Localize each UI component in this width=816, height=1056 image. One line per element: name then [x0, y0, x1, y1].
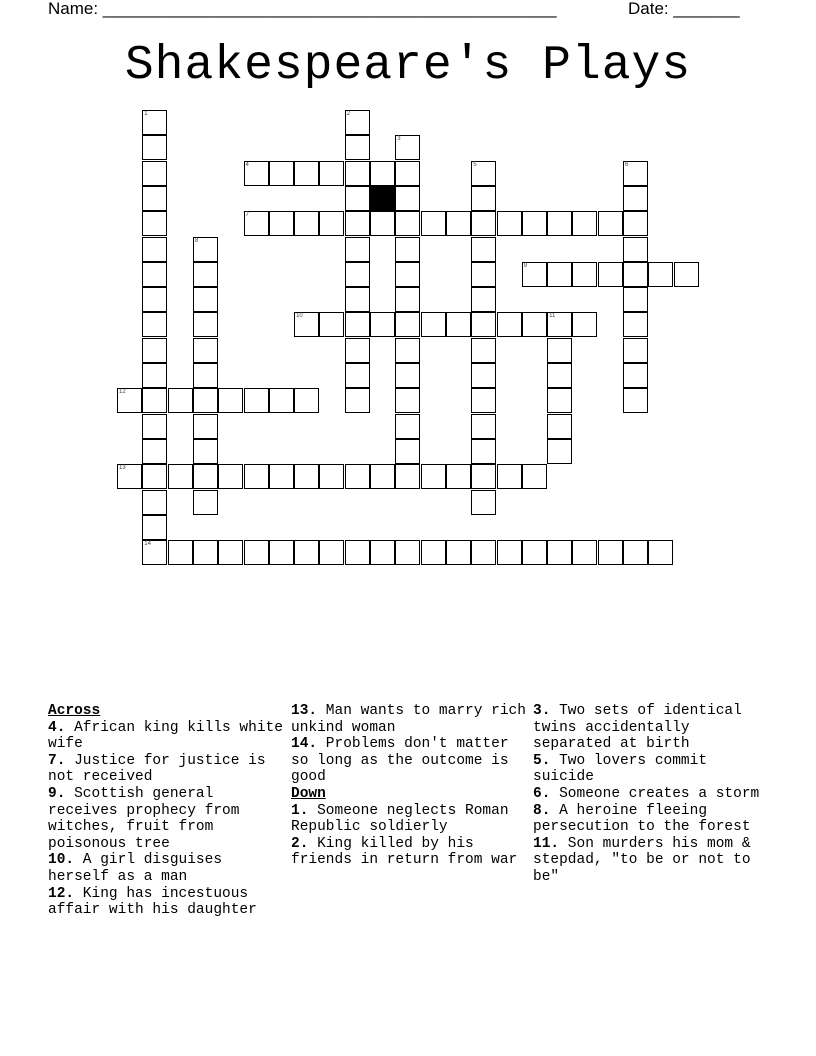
- grid-cell[interactable]: [497, 464, 522, 489]
- grid-cell[interactable]: [319, 540, 344, 565]
- clue-item-number: 7.: [48, 752, 66, 769]
- grid-cell[interactable]: [244, 161, 269, 186]
- grid-cell[interactable]: [395, 186, 420, 211]
- grid-cell[interactable]: [218, 388, 243, 413]
- clue-item-text: Son murders his mom & stepdad, "to be or not to be": [533, 835, 751, 885]
- grid-cell[interactable]: [319, 161, 344, 186]
- grid-cell[interactable]: [623, 312, 648, 337]
- grid-cell[interactable]: [345, 540, 370, 565]
- down-clue-list-continued: [533, 703, 769, 886]
- clue-item: [291, 703, 527, 736]
- clue-item-number: 13.: [291, 703, 318, 719]
- grid-cell[interactable]: [244, 388, 269, 413]
- grid-cell[interactable]: [142, 338, 167, 363]
- grid-cell[interactable]: [345, 464, 370, 489]
- clue-item: [533, 803, 769, 836]
- grid-cell[interactable]: [547, 338, 572, 363]
- clue-item: [291, 803, 527, 836]
- grid-cell[interactable]: [446, 540, 471, 565]
- grid-cell[interactable]: [142, 414, 167, 439]
- grid-cell[interactable]: [142, 211, 167, 236]
- clue-item: [48, 886, 284, 919]
- grid-cell[interactable]: [547, 211, 572, 236]
- grid-cell[interactable]: [623, 211, 648, 236]
- grid-cell[interactable]: [193, 388, 218, 413]
- grid-cell[interactable]: [395, 135, 420, 160]
- clue-number: 7: [245, 212, 249, 219]
- grid-cell[interactable]: [370, 161, 395, 186]
- clue-item-number: 12.: [48, 885, 75, 902]
- grid-cell[interactable]: [421, 211, 446, 236]
- grid-cell[interactable]: [623, 363, 648, 388]
- grid-cell[interactable]: [395, 211, 420, 236]
- clue-number: 14: [144, 541, 151, 548]
- grid-cell[interactable]: [345, 338, 370, 363]
- clue-item-number: 3.: [533, 703, 551, 719]
- grid-cell[interactable]: [522, 464, 547, 489]
- clue-item-text: King has incestuous affair with his daughter: [48, 885, 257, 919]
- grid-cell[interactable]: [547, 262, 572, 287]
- grid-cell[interactable]: [193, 490, 218, 515]
- grid-cell[interactable]: [471, 388, 496, 413]
- clue-item-number: 5.: [533, 752, 551, 769]
- clue-item-number: 6.: [533, 785, 551, 802]
- grid-cell[interactable]: [142, 540, 167, 565]
- clue-item: [533, 836, 769, 886]
- grid-cell[interactable]: [395, 287, 420, 312]
- clue-number: 11: [549, 313, 556, 320]
- grid-cell[interactable]: [395, 388, 420, 413]
- grid-cell[interactable]: [294, 464, 319, 489]
- grid-cell[interactable]: [395, 237, 420, 262]
- grid-cell[interactable]: [294, 388, 319, 413]
- clue-item: [533, 753, 769, 786]
- grid-cell[interactable]: [269, 464, 294, 489]
- grid-cell[interactable]: [142, 515, 167, 540]
- grid-cell[interactable]: [142, 186, 167, 211]
- grid-cell[interactable]: [269, 211, 294, 236]
- grid-cell[interactable]: [168, 540, 193, 565]
- clue-item-text: A heroine fleeing persecution to the forest: [533, 802, 751, 836]
- grid-cell[interactable]: [623, 287, 648, 312]
- clue-item-number: 8.: [533, 802, 551, 819]
- grid-cell[interactable]: [547, 414, 572, 439]
- grid-cell[interactable]: [623, 186, 648, 211]
- clues-column-2: [291, 703, 527, 869]
- grid-cell[interactable]: [269, 161, 294, 186]
- grid-cell[interactable]: [193, 540, 218, 565]
- clue-item-text: Two sets of identical twins accidentally separated at birth: [533, 703, 742, 753]
- grid-cell[interactable]: [370, 540, 395, 565]
- grid-cell[interactable]: [294, 161, 319, 186]
- grid-cell[interactable]: [395, 161, 420, 186]
- grid-cell[interactable]: [218, 540, 243, 565]
- grid-cell[interactable]: [193, 464, 218, 489]
- grid-cell[interactable]: [446, 211, 471, 236]
- grid-cell[interactable]: [471, 363, 496, 388]
- clue-item: [291, 736, 527, 786]
- grid-cell[interactable]: [471, 161, 496, 186]
- grid-cell[interactable]: [117, 464, 142, 489]
- grid-cell[interactable]: [319, 464, 344, 489]
- clue-item-text: Problems don't matter so long as the outcome is good: [291, 736, 509, 786]
- grid-cell[interactable]: [142, 287, 167, 312]
- grid-cell[interactable]: [142, 464, 167, 489]
- clue-item-number: 9.: [48, 785, 66, 802]
- clue-item-number: 11.: [533, 835, 560, 852]
- grid-cell[interactable]: [446, 312, 471, 337]
- grid-cell[interactable]: [142, 262, 167, 287]
- clue-item: [291, 836, 527, 869]
- grid-cell[interactable]: [623, 161, 648, 186]
- clue-item-text: Scottish general receives prophecy from witches, fruit from poisonous tree: [48, 785, 240, 852]
- grid-cell[interactable]: [522, 540, 547, 565]
- clue-number: 4: [245, 161, 249, 168]
- grid-cell[interactable]: [623, 262, 648, 287]
- grid-cell[interactable]: [395, 262, 420, 287]
- grid-cell[interactable]: [471, 464, 496, 489]
- clues-column-1: [48, 703, 284, 919]
- grid-cell[interactable]: [522, 211, 547, 236]
- clue-item-number: 1.: [291, 802, 309, 819]
- grid-cell[interactable]: [522, 312, 547, 337]
- grid-cell[interactable]: [218, 464, 243, 489]
- grid-cell[interactable]: [471, 540, 496, 565]
- grid-cell[interactable]: [319, 312, 344, 337]
- grid-cell[interactable]: [497, 211, 522, 236]
- grid-cell[interactable]: [244, 540, 269, 565]
- clue-number: 8: [194, 237, 199, 244]
- grid-cell[interactable]: [674, 262, 699, 287]
- grid-cell[interactable]: [269, 388, 294, 413]
- clue-number: 2: [346, 111, 351, 117]
- grid-cell[interactable]: [471, 490, 496, 515]
- grid-cell[interactable]: [395, 312, 420, 337]
- grid-cell[interactable]: [471, 237, 496, 262]
- grid-cell[interactable]: [623, 540, 648, 565]
- grid-cell[interactable]: [623, 338, 648, 363]
- clue-item: [533, 786, 769, 803]
- grid-cell[interactable]: [193, 439, 218, 464]
- grid-cell[interactable]: [648, 262, 673, 287]
- grid-cell[interactable]: [345, 186, 370, 211]
- clue-item-text: Two lovers commit suicide: [533, 752, 708, 786]
- grid-cell[interactable]: [370, 211, 395, 236]
- across-heading: Across: [48, 703, 101, 719]
- grid-cell[interactable]: [345, 237, 370, 262]
- clue-item-text: Man wants to marry rich unkind woman: [291, 703, 526, 736]
- clue-item: [48, 753, 284, 786]
- grid-cell[interactable]: [471, 211, 496, 236]
- grid-cell[interactable]: [345, 211, 370, 236]
- clue-number: 13: [119, 465, 126, 472]
- grid-cell[interactable]: [244, 211, 269, 236]
- clue-item-number: 14.: [291, 736, 318, 753]
- grid-cell[interactable]: [345, 110, 370, 135]
- grid-cell[interactable]: [471, 414, 496, 439]
- clue-item: [48, 786, 284, 852]
- grid-cell[interactable]: [168, 464, 193, 489]
- grid-cell[interactable]: [395, 414, 420, 439]
- grid-cell[interactable]: [142, 490, 167, 515]
- grid-cell[interactable]: [345, 135, 370, 160]
- grid-cell[interactable]: [471, 262, 496, 287]
- grid-cell[interactable]: [193, 414, 218, 439]
- clue-item-number: 2.: [291, 835, 309, 852]
- grid-cell[interactable]: [117, 388, 142, 413]
- clue-item: [48, 720, 284, 753]
- grid-cell[interactable]: [395, 540, 420, 565]
- grid-cell[interactable]: [421, 540, 446, 565]
- grid-cell[interactable]: [193, 287, 218, 312]
- clue-item-number: 10.: [48, 852, 75, 869]
- grid-cell[interactable]: [168, 388, 193, 413]
- grid-cell[interactable]: [623, 237, 648, 262]
- clue-number: 10: [296, 313, 303, 320]
- grid-cell[interactable]: [572, 540, 597, 565]
- clue-item: [48, 852, 284, 885]
- grid-cell[interactable]: [294, 312, 319, 337]
- grid-cell[interactable]: [572, 262, 597, 287]
- grid-cell[interactable]: [345, 262, 370, 287]
- grid-cell[interactable]: [142, 110, 167, 135]
- grid-cell[interactable]: [446, 464, 471, 489]
- clue-item-text: African king kills white wife: [48, 719, 283, 753]
- down-clue-list: [291, 803, 527, 869]
- grid-cell[interactable]: [193, 262, 218, 287]
- grid-cell[interactable]: [497, 312, 522, 337]
- grid-cell[interactable]: [269, 540, 294, 565]
- grid-cell[interactable]: [598, 262, 623, 287]
- grid-cell[interactable]: [497, 540, 522, 565]
- clue-item-text: Someone creates a storm: [550, 785, 760, 802]
- grid-cell[interactable]: [142, 388, 167, 413]
- grid-cell[interactable]: [294, 211, 319, 236]
- grid-cell[interactable]: [471, 312, 496, 337]
- grid-cell[interactable]: [319, 211, 344, 236]
- clue-number: 9: [523, 262, 528, 269]
- clues-column-3: [533, 703, 769, 886]
- grid-cell[interactable]: [471, 186, 496, 211]
- grid-cell[interactable]: [471, 287, 496, 312]
- date-field[interactable]: Date: _______: [628, 0, 740, 18]
- grid-cell[interactable]: [193, 237, 218, 262]
- grid-cell[interactable]: [547, 388, 572, 413]
- clue-number: 6: [625, 161, 629, 168]
- grid-cell[interactable]: [142, 363, 167, 388]
- grid-cell[interactable]: [471, 439, 496, 464]
- crossword-grid: [117, 110, 717, 580]
- clue-number: 12: [119, 389, 126, 396]
- puzzle-title: Shakespeare's Plays: [124, 39, 692, 93]
- grid-cell[interactable]: [142, 135, 167, 160]
- grid-cell[interactable]: [572, 211, 597, 236]
- grid-cell[interactable]: [421, 464, 446, 489]
- clue-item-text: King killed by his friends in return from war: [291, 835, 518, 869]
- grid-cell[interactable]: [193, 338, 218, 363]
- down-heading: Down: [291, 785, 326, 802]
- grid-cell[interactable]: [370, 312, 395, 337]
- grid-cell[interactable]: [142, 161, 167, 186]
- clue-number: 3: [397, 136, 401, 143]
- grid-cell[interactable]: [370, 464, 395, 489]
- clue-item-text: Someone neglects Roman Republic soldierly: [291, 802, 509, 836]
- clue-item-text: A girl disguises herself as a man: [48, 852, 223, 885]
- grid-cell[interactable]: [623, 388, 648, 413]
- across-clue-list-continued: [291, 703, 527, 786]
- clue-number: 1: [144, 111, 148, 117]
- grid-cell[interactable]: [395, 363, 420, 388]
- grid-cell[interactable]: [572, 312, 597, 337]
- grid-cell[interactable]: [345, 287, 370, 312]
- grid-cell[interactable]: [395, 464, 420, 489]
- grid-cell[interactable]: [648, 540, 673, 565]
- grid-cell[interactable]: [345, 363, 370, 388]
- grid-cell[interactable]: [345, 312, 370, 337]
- grid-cell[interactable]: [294, 540, 319, 565]
- grid-cell[interactable]: [345, 161, 370, 186]
- grid-cell[interactable]: [547, 540, 572, 565]
- grid-cell[interactable]: [395, 439, 420, 464]
- clue-number: 5: [473, 161, 477, 168]
- grid-cell[interactable]: [598, 540, 623, 565]
- clue-item-number: 4.: [48, 719, 66, 736]
- name-field[interactable]: Name: ________________________________________________: [48, 0, 557, 18]
- grid-cell[interactable]: [471, 338, 496, 363]
- grid-cell[interactable]: [193, 312, 218, 337]
- grid-cell[interactable]: [142, 439, 167, 464]
- grid-cell[interactable]: [345, 388, 370, 413]
- grid-cell[interactable]: [142, 312, 167, 337]
- grid-cell[interactable]: [142, 237, 167, 262]
- grid-cell[interactable]: [547, 439, 572, 464]
- clue-item-text: Justice for justice is not received: [48, 752, 266, 786]
- grid-cell[interactable]: [395, 338, 420, 363]
- clue-item: [533, 703, 769, 753]
- grid-cell[interactable]: [193, 363, 218, 388]
- grid-cell[interactable]: [598, 211, 623, 236]
- black-cell: [370, 186, 395, 211]
- grid-cell[interactable]: [522, 262, 547, 287]
- grid-cell[interactable]: [421, 312, 446, 337]
- across-clue-list: [48, 720, 284, 919]
- grid-cell[interactable]: [547, 363, 572, 388]
- grid-cell[interactable]: [244, 464, 269, 489]
- grid-cell[interactable]: [547, 312, 572, 337]
